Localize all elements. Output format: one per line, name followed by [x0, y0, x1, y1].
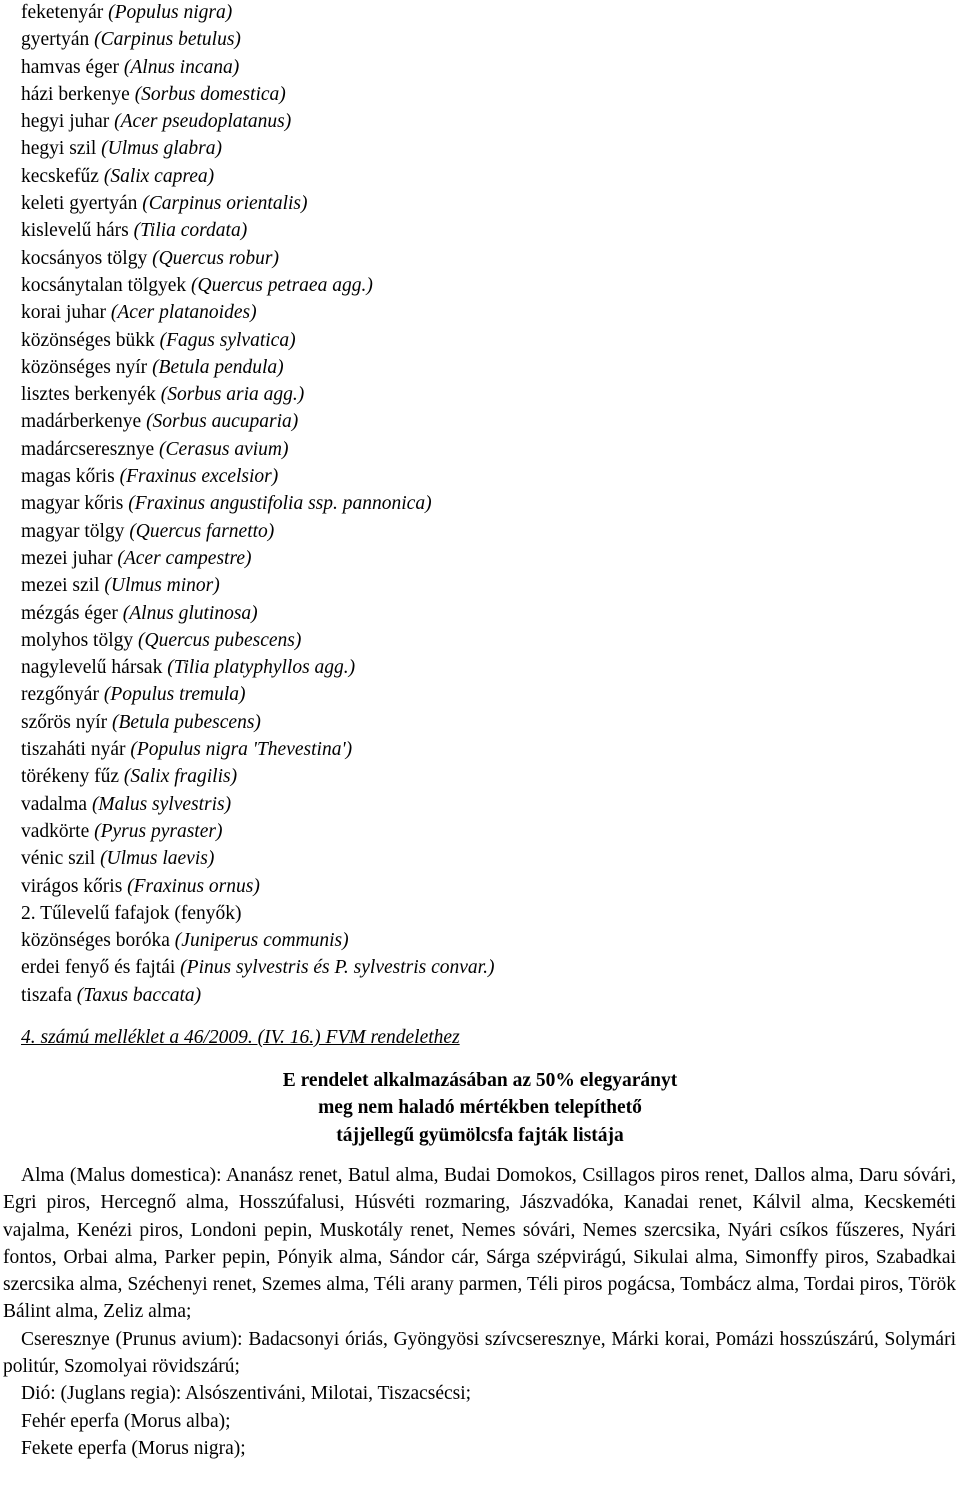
scientific-name: (Salix caprea): [103, 165, 215, 187]
common-name: kecskefűz: [21, 165, 99, 187]
common-name: keleti gyertyán: [21, 193, 138, 215]
common-name: közönséges nyír: [21, 356, 148, 378]
paragraph-cherry: Cseresznye (Prunus avium): Badacsonyi óriás, Gyöngyösi szívcseresznye, Márki korai, Pomázi hosszúszárú, Solymári politúr, Szomolyai rövidszárú;: [3, 1328, 956, 1378]
list-item: [21, 792, 494, 819]
scientific-name: (Carpinus orientalis): [142, 193, 308, 215]
scientific-name: (Acer platanoides): [110, 302, 257, 324]
list-item: [21, 300, 494, 327]
scientific-name: (Betula pendula): [152, 356, 284, 378]
common-name: feketenyár: [21, 2, 104, 23]
common-name: lisztes berkenyék: [21, 384, 156, 406]
common-name: vadkörte: [21, 820, 90, 842]
list-item: [21, 191, 494, 218]
paragraph-walnut: Dió: (Juglans regia): Alsószentiváni, Milotai, Tiszacsécsi;: [21, 1383, 472, 1405]
common-name: tiszafa: [21, 984, 72, 1006]
common-name: nagylevelű hársak: [21, 657, 163, 679]
scientific-name: (Quercus pubescens): [138, 629, 302, 651]
scientific-name: (Populus nigra 'Thevestina'): [130, 739, 353, 761]
list-item: [21, 737, 494, 764]
common-name: magyar kőris: [21, 493, 124, 515]
scientific-name: (Betula pubescens): [112, 711, 261, 733]
common-name: gyertyán: [21, 29, 90, 51]
common-name: madárberkenye: [21, 411, 142, 433]
scientific-name: (Acer campestre): [117, 547, 252, 569]
scientific-name: (Populus tremula): [103, 684, 246, 706]
list-item: [21, 82, 494, 109]
list-item: [21, 955, 494, 982]
list-item: [21, 109, 494, 136]
list-item: [21, 519, 494, 546]
list-item: [21, 218, 494, 245]
scientific-name: (Ulmus glabra): [101, 138, 222, 160]
common-name: vénic szil: [21, 848, 96, 870]
list-item: [21, 273, 494, 300]
scientific-name: (Populus nigra): [108, 2, 233, 23]
scientific-name: (Pinus sylvestris és P. sylvestris convar.): [180, 957, 495, 979]
scientific-name: (Sorbus aria agg.): [160, 384, 305, 406]
common-name: vadalma: [21, 793, 88, 815]
list-item: [21, 491, 494, 518]
list-item: [21, 628, 494, 655]
scientific-name: (Ulmus minor): [104, 575, 220, 597]
paragraph-apple: Alma (Malus domestica): Ananász renet, Batul alma, Budai Domokos, Csillagos piros renet, Dallos alma, Daru sóvári, Egri piros, Hercegnő alma, Hosszúfalusi, Húsvéti rozmaring, Jászvadóka, Kanadai renet, Kálvil alma, Kecskeméti vajalma, Kenézi piros, Londoni pepin, Muskotály renet, Nemes sóvári, Nemes szercsika, Nyári csíkos fűszeres, Nyári fontos, Orbai alma, Parker pepin, Pónyik alma, Sándor cár, Sárga szépvirágú, Sikulai alma, Simonffy piros, Szabadkai szercsika alma, Széchenyi renet, Szemes alma, Téli arany parmen, Téli piros pogácsa, Tombácz alma, Tordai piros, Török Bálint alma, Zeliz alma;: [3, 1165, 956, 1323]
list-item: [21, 27, 494, 54]
list-item: [21, 409, 494, 436]
common-name: kocsányos tölgy: [21, 247, 148, 269]
scientific-name: (Ulmus laevis): [100, 848, 215, 870]
scientific-name: (Fraxinus ornus): [127, 875, 260, 897]
list-item: [21, 573, 494, 600]
list-item: [21, 819, 494, 846]
common-name: erdei fenyő és fajtái: [21, 957, 176, 979]
common-name: hegyi szil: [21, 138, 97, 160]
common-name: hegyi juhar: [21, 111, 110, 133]
list-item: [21, 655, 494, 682]
common-name: magas kőris: [21, 466, 115, 488]
list-item: [21, 246, 494, 273]
scientific-name: (Acer pseudoplatanus): [114, 111, 292, 133]
paragraph-black-mulberry: Fekete eperfa (Morus nigra);: [21, 1437, 246, 1459]
scientific-name: (Carpinus betulus): [94, 29, 241, 51]
common-name: virágos kőris: [21, 875, 123, 897]
scientific-name: (Alnus glutinosa): [122, 602, 258, 624]
list-item: [21, 710, 494, 737]
list-item: [21, 437, 494, 464]
common-name: közönséges bükk: [21, 329, 155, 351]
common-name: madárcseresznye: [21, 438, 155, 460]
common-name: mezei juhar: [21, 547, 113, 569]
scientific-name: (Alnus incana): [123, 56, 240, 78]
list-item: [21, 136, 494, 163]
section-heading: [21, 901, 494, 928]
scientific-name: (Sorbus aucuparia): [146, 411, 299, 433]
scientific-name: (Tilia platyphyllos agg.): [167, 657, 356, 679]
common-name: hamvas éger: [21, 56, 119, 78]
common-name: rezgőnyár: [21, 684, 99, 706]
scientific-name: (Fagus sylvatica): [159, 329, 296, 351]
list-item: [21, 382, 494, 409]
scientific-name: (Pyrus pyraster): [94, 820, 223, 842]
scientific-name: (Cerasus avium): [159, 438, 289, 460]
common-name: kislevelű hárs: [21, 220, 129, 242]
list-item: [21, 601, 494, 628]
common-name: mézgás éger: [21, 602, 118, 624]
common-name: közönséges boróka: [21, 930, 170, 952]
common-name: szőrös nyír: [21, 711, 108, 733]
list-item: [21, 328, 494, 355]
scientific-name: (Quercus farnetto): [129, 520, 275, 542]
list-item: [21, 164, 494, 191]
list-item: [21, 0, 494, 27]
scientific-name: (Quercus robur): [152, 247, 279, 269]
common-name: mezei szil: [21, 575, 100, 597]
title-line: meg nem haladó mértékben telepíthető: [318, 1097, 642, 1119]
scientific-name: (Malus sylvestris): [91, 793, 232, 815]
common-name: magyar tölgy: [21, 520, 125, 542]
scientific-name: (Tilia cordata): [133, 220, 248, 242]
scientific-name: (Salix fragilis): [123, 766, 238, 788]
list-item: [21, 546, 494, 573]
scientific-name: (Juniperus communis): [174, 930, 349, 952]
list-item: [21, 928, 494, 955]
species-list: [21, 0, 494, 1010]
scientific-name: (Sorbus domestica): [134, 83, 286, 105]
list-item: [21, 764, 494, 791]
list-item: [21, 55, 494, 82]
list-item: [21, 355, 494, 382]
common-name: tiszaháti nyár: [21, 739, 126, 761]
list-item: [21, 846, 494, 873]
annex-heading: 4. számú melléklet a 46/2009. (IV. 16.) FVM rendelethez: [21, 1027, 460, 1048]
scientific-name: (Fraxinus angustifolia ssp. pannonica): [128, 493, 432, 515]
document-title: [0, 1067, 960, 1149]
title-line: E rendelet alkalmazásában az 50% elegyarányt: [282, 1070, 678, 1091]
common-name: molyhos tölgy: [21, 629, 134, 651]
scientific-name: (Fraxinus excelsior): [119, 466, 279, 488]
scientific-name: (Quercus petraea agg.): [191, 274, 373, 296]
paragraph-white-mulberry: Fehér eperfa (Morus alba);: [21, 1410, 231, 1432]
list-item: [21, 682, 494, 709]
scientific-name: (Taxus baccata): [76, 984, 202, 1006]
common-name: törékeny fűz: [21, 766, 119, 788]
list-item: [21, 464, 494, 491]
section-heading-text: 2. Tűlevelű fafajok (fenyők): [21, 902, 242, 924]
fruit-varieties-text: [3, 1162, 956, 1462]
common-name: házi berkenye: [21, 83, 130, 105]
common-name: korai juhar: [21, 302, 107, 324]
common-name: kocsánytalan tölgyek: [21, 274, 187, 296]
list-item: [21, 874, 494, 901]
list-item: [21, 983, 494, 1010]
title-line: tájjellegű gyümölcsfa fajták listája: [336, 1124, 624, 1146]
